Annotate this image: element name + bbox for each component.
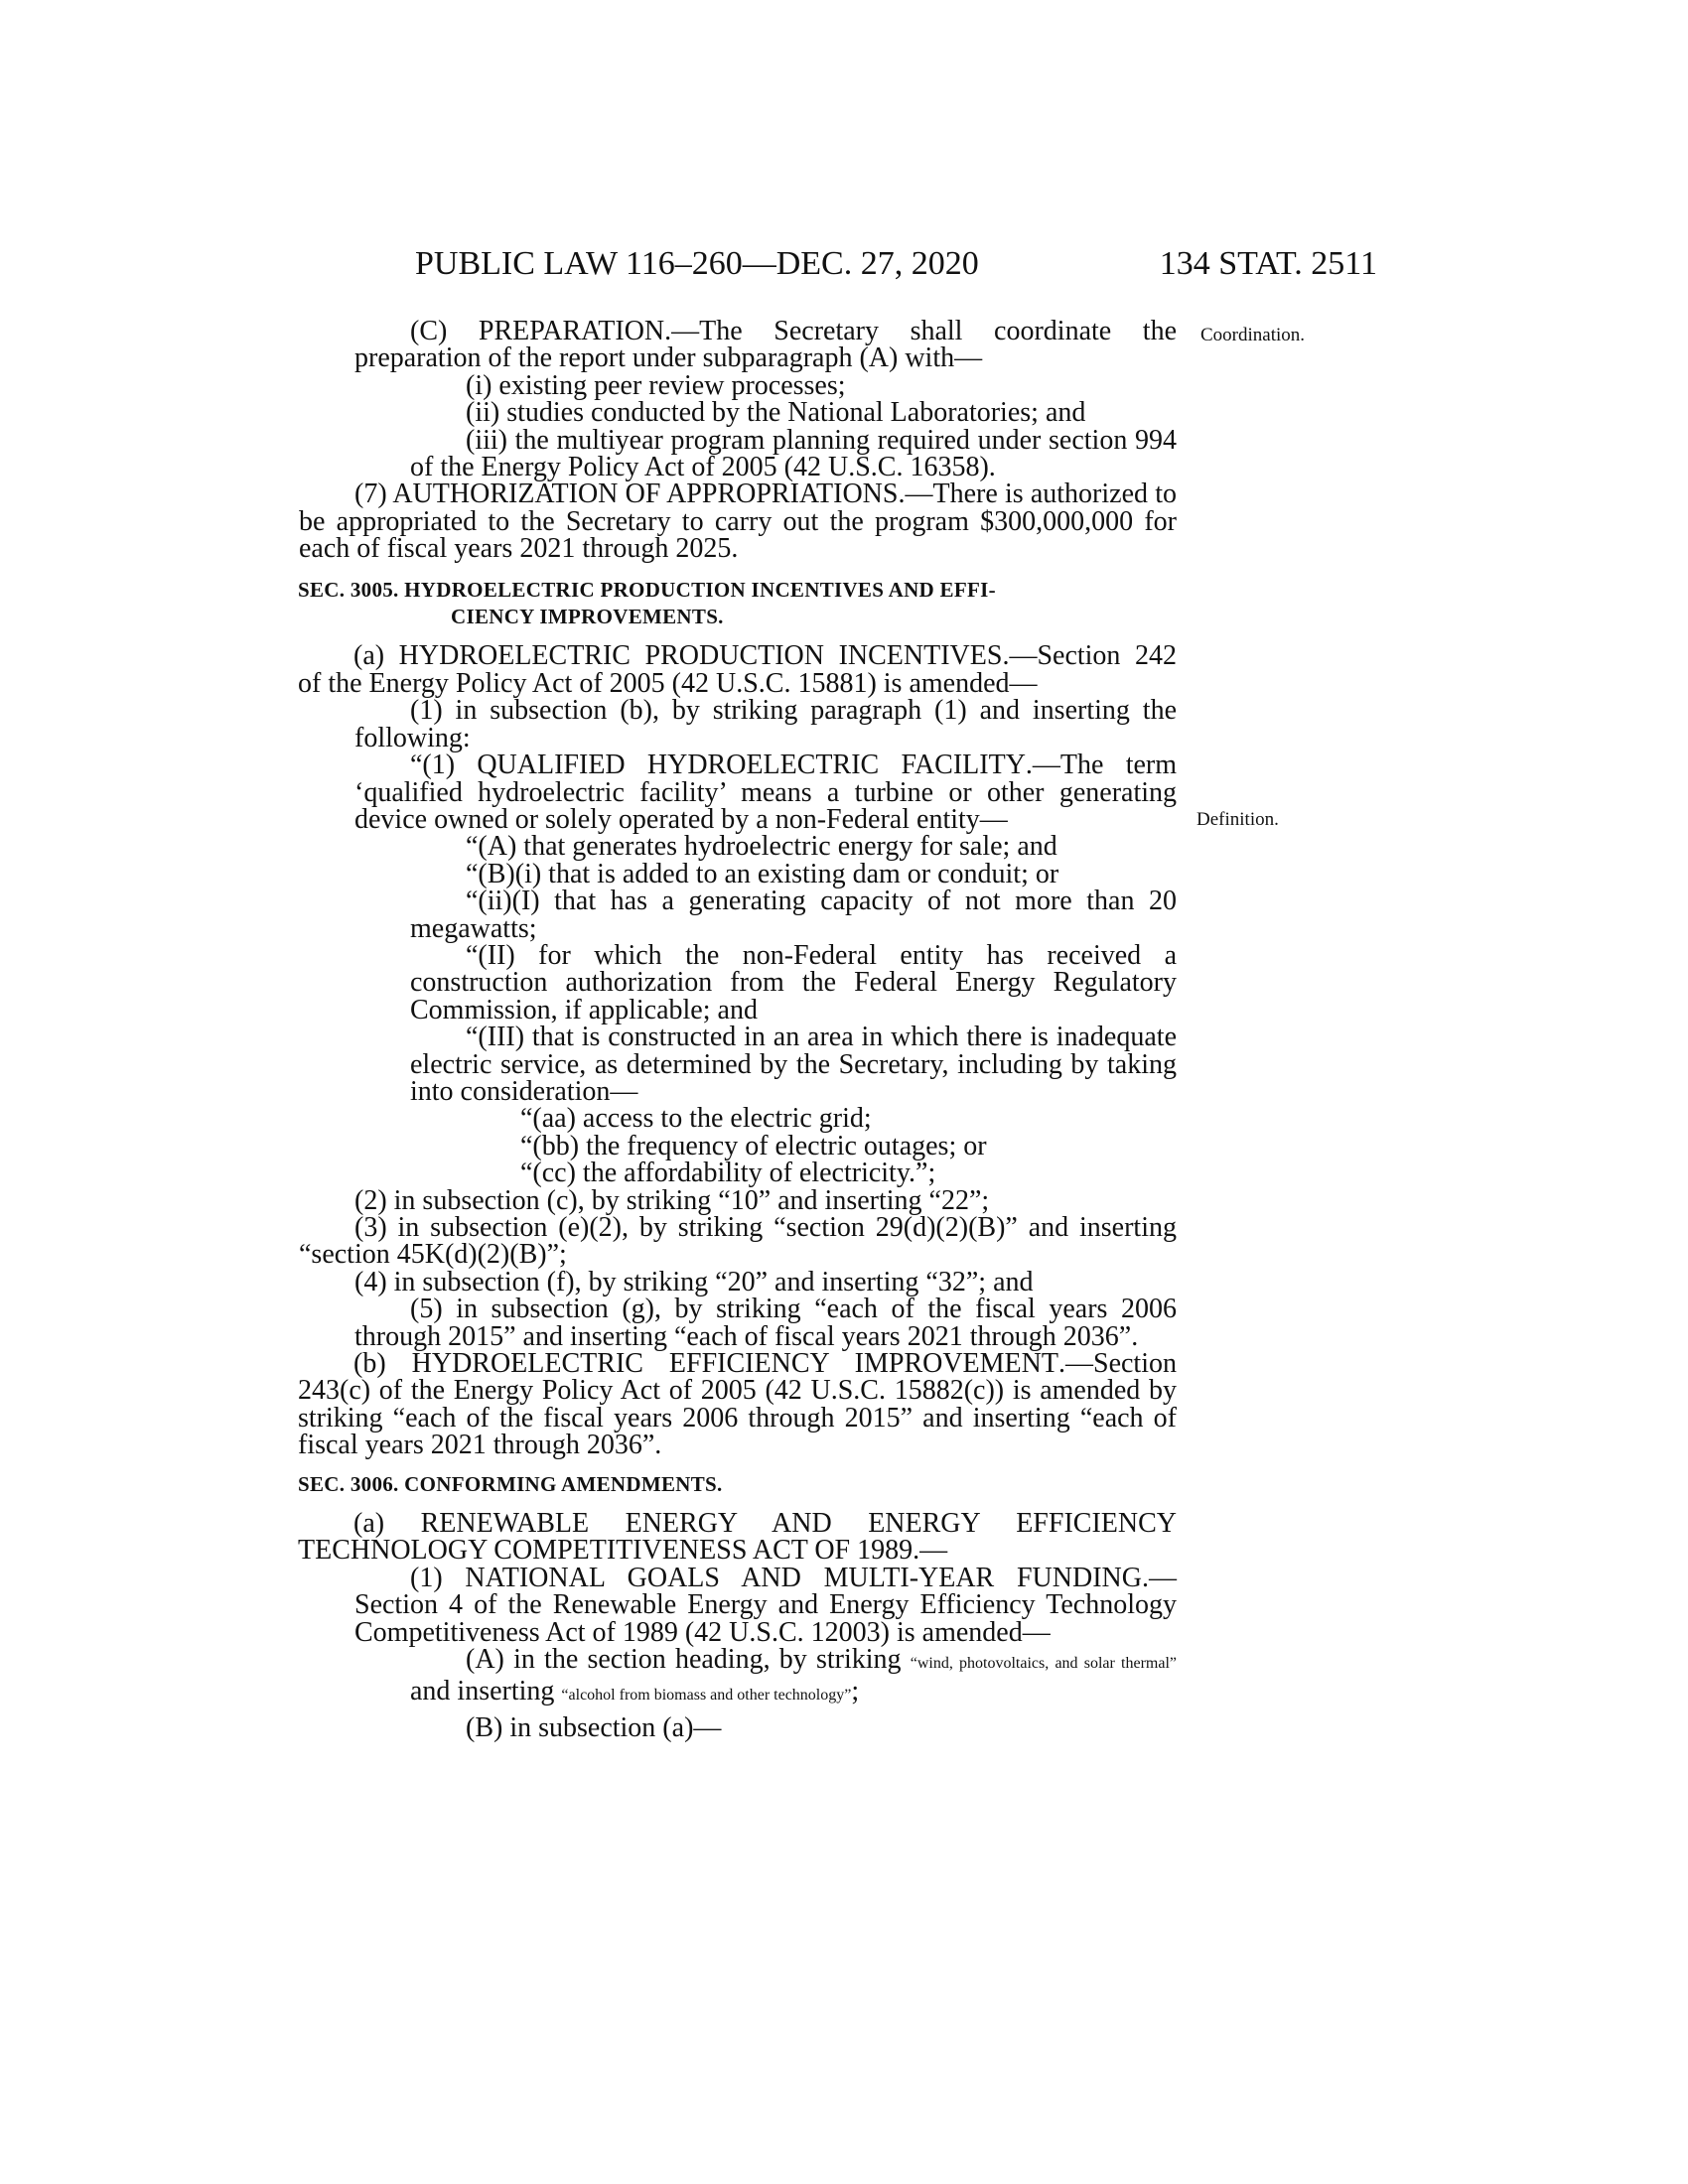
- item-quoted-cc: “(cc) the affordability of electricity.”;: [520, 1158, 936, 1189]
- clause-quoted-ii-i: “(ii)(I) that has a generating capacity of not more than 20 megawatts;: [410, 886, 1177, 944]
- clause-quoted-iii: “(III) that is constructed in an area in which there is inadequate electric service, as determined by the Secretary, including by taking into consideration—: [410, 1022, 1177, 1107]
- subsection-b-hydroelectric-efficiency-improvement: (b) HYDROELECTRIC EFFICIENCY IMPROVEMENT.—Section 243(c) of the Energy Policy Act of 2005 (42 U.S.C. 15882(c)) is amended by striking “each of the fiscal years 2006 through 2015” and inserting “each of fiscal years 2021 through 2036”.: [298, 1348, 1177, 1461]
- running-header-title: PUBLIC LAW 116–260—DEC. 27, 2020: [415, 245, 979, 282]
- clause-quoted-a: “(A) that generates hydroelectric energy for sale; and: [466, 831, 1057, 863]
- subparagraph-a-section-heading: (A) in the section heading, by striking “wind, photovoltaics, and solar thermal” and inserting “alcohol from biomass and other technology”;: [410, 1644, 1178, 1706]
- clause-quoted-b-i: “(B)(i) that is added to an existing dam or conduit; or: [466, 858, 1059, 889]
- subsection-a-hydroelectric-production-incentives: (a) HYDROELECTRIC PRODUCTION INCENTIVES.—Section 242 of the Energy Policy Act of 2005 (42 U.S.C. 15881) is amended—: [298, 640, 1177, 699]
- margin-note-definition: Definition.: [1196, 809, 1279, 830]
- paragraph-1-national-goals: (1) NATIONAL GOALS AND MULTI-YEAR FUNDING.—Section 4 of the Renewable Energy and Energy Efficiency Technology Competitiveness Act of 1989 (42 U.S.C. 12003) is amended—: [354, 1562, 1177, 1648]
- paragraph-7-authorization: (7) AUTHORIZATION OF APPROPRIATIONS.—There is authorized to be appropriated to the Secretary to carry out the program $300,000,000 for each of fiscal years 2021 through 2025.: [299, 478, 1178, 565]
- subparagraph-b-subsection-a: (B) in subsection (a)—: [466, 1711, 722, 1743]
- clause-c-iii: (iii) the multiyear program planning required under section 994 of the Energy Policy Act of 2005 (42 U.S.C. 16358).: [410, 424, 1177, 483]
- paragraph-4-subsection-f: (4) in subsection (f), by striking “20” and inserting “32”; and: [354, 1266, 1034, 1297]
- item-quoted-aa: “(aa) access to the electric grid;: [520, 1103, 872, 1135]
- paragraph-5-subsection-g: (5) in subsection (g), by striking “each of the fiscal years 2006 through 2015” and inserting “each of fiscal years 2021 through 2036”.: [354, 1294, 1177, 1352]
- paragraph-2-subsection-c: (2) in subsection (c), by striking “10” and inserting “22”;: [354, 1184, 990, 1216]
- section-3005-heading: SEC. 3005. HYDROELECTRIC PRODUCTION INCENTIVES AND EFFI- CIENCY IMPROVEMENTS.: [298, 577, 996, 629]
- paragraph-1-subsection-b: (1) in subsection (b), by striking paragraph (1) and inserting the following:: [354, 695, 1177, 753]
- running-header-page: 134 STAT. 2511: [1159, 245, 1377, 282]
- paragraph-c-preparation: (C) PREPARATION.—The Secretary shall coordinate the preparation of the report under subparagraph (A) with—: [354, 316, 1177, 374]
- margin-note-coordination: Coordination.: [1200, 325, 1306, 345]
- section-3006-heading: SEC. 3006. CONFORMING AMENDMENTS.: [298, 1471, 723, 1496]
- subsection-a-renewable-energy-act: (a) RENEWABLE ENERGY AND ENERGY EFFICIENCY TECHNOLOGY COMPETITIVENESS ACT OF 1989.—: [298, 1508, 1177, 1567]
- clause-c-ii: (ii) studies conducted by the National Laboratories; and: [466, 397, 1086, 429]
- document-body: [299, 318, 1177, 1741]
- clause-c-i: (i) existing peer review processes;: [466, 369, 846, 401]
- item-quoted-bb: “(bb) the frequency of electric outages; or: [520, 1130, 987, 1161]
- paragraph-3-subsection-e2: (3) in subsection (e)(2), by striking “section 29(d)(2)(B)” and inserting “section 45K(d)(2)(B)”;: [299, 1212, 1177, 1271]
- definition-qualified-hydroelectric-facility: “(1) QUALIFIED HYDROELECTRIC FACILITY.—The term ‘qualified hydroelectric facility’ means a turbine or other generating device owned or solely operated by a non-Federal entity—: [354, 750, 1178, 835]
- clause-quoted-ii: “(II) for which the non-Federal entity has received a construction authorization from the Federal Energy Regulatory Commission, if applicable; and: [410, 939, 1177, 1025]
